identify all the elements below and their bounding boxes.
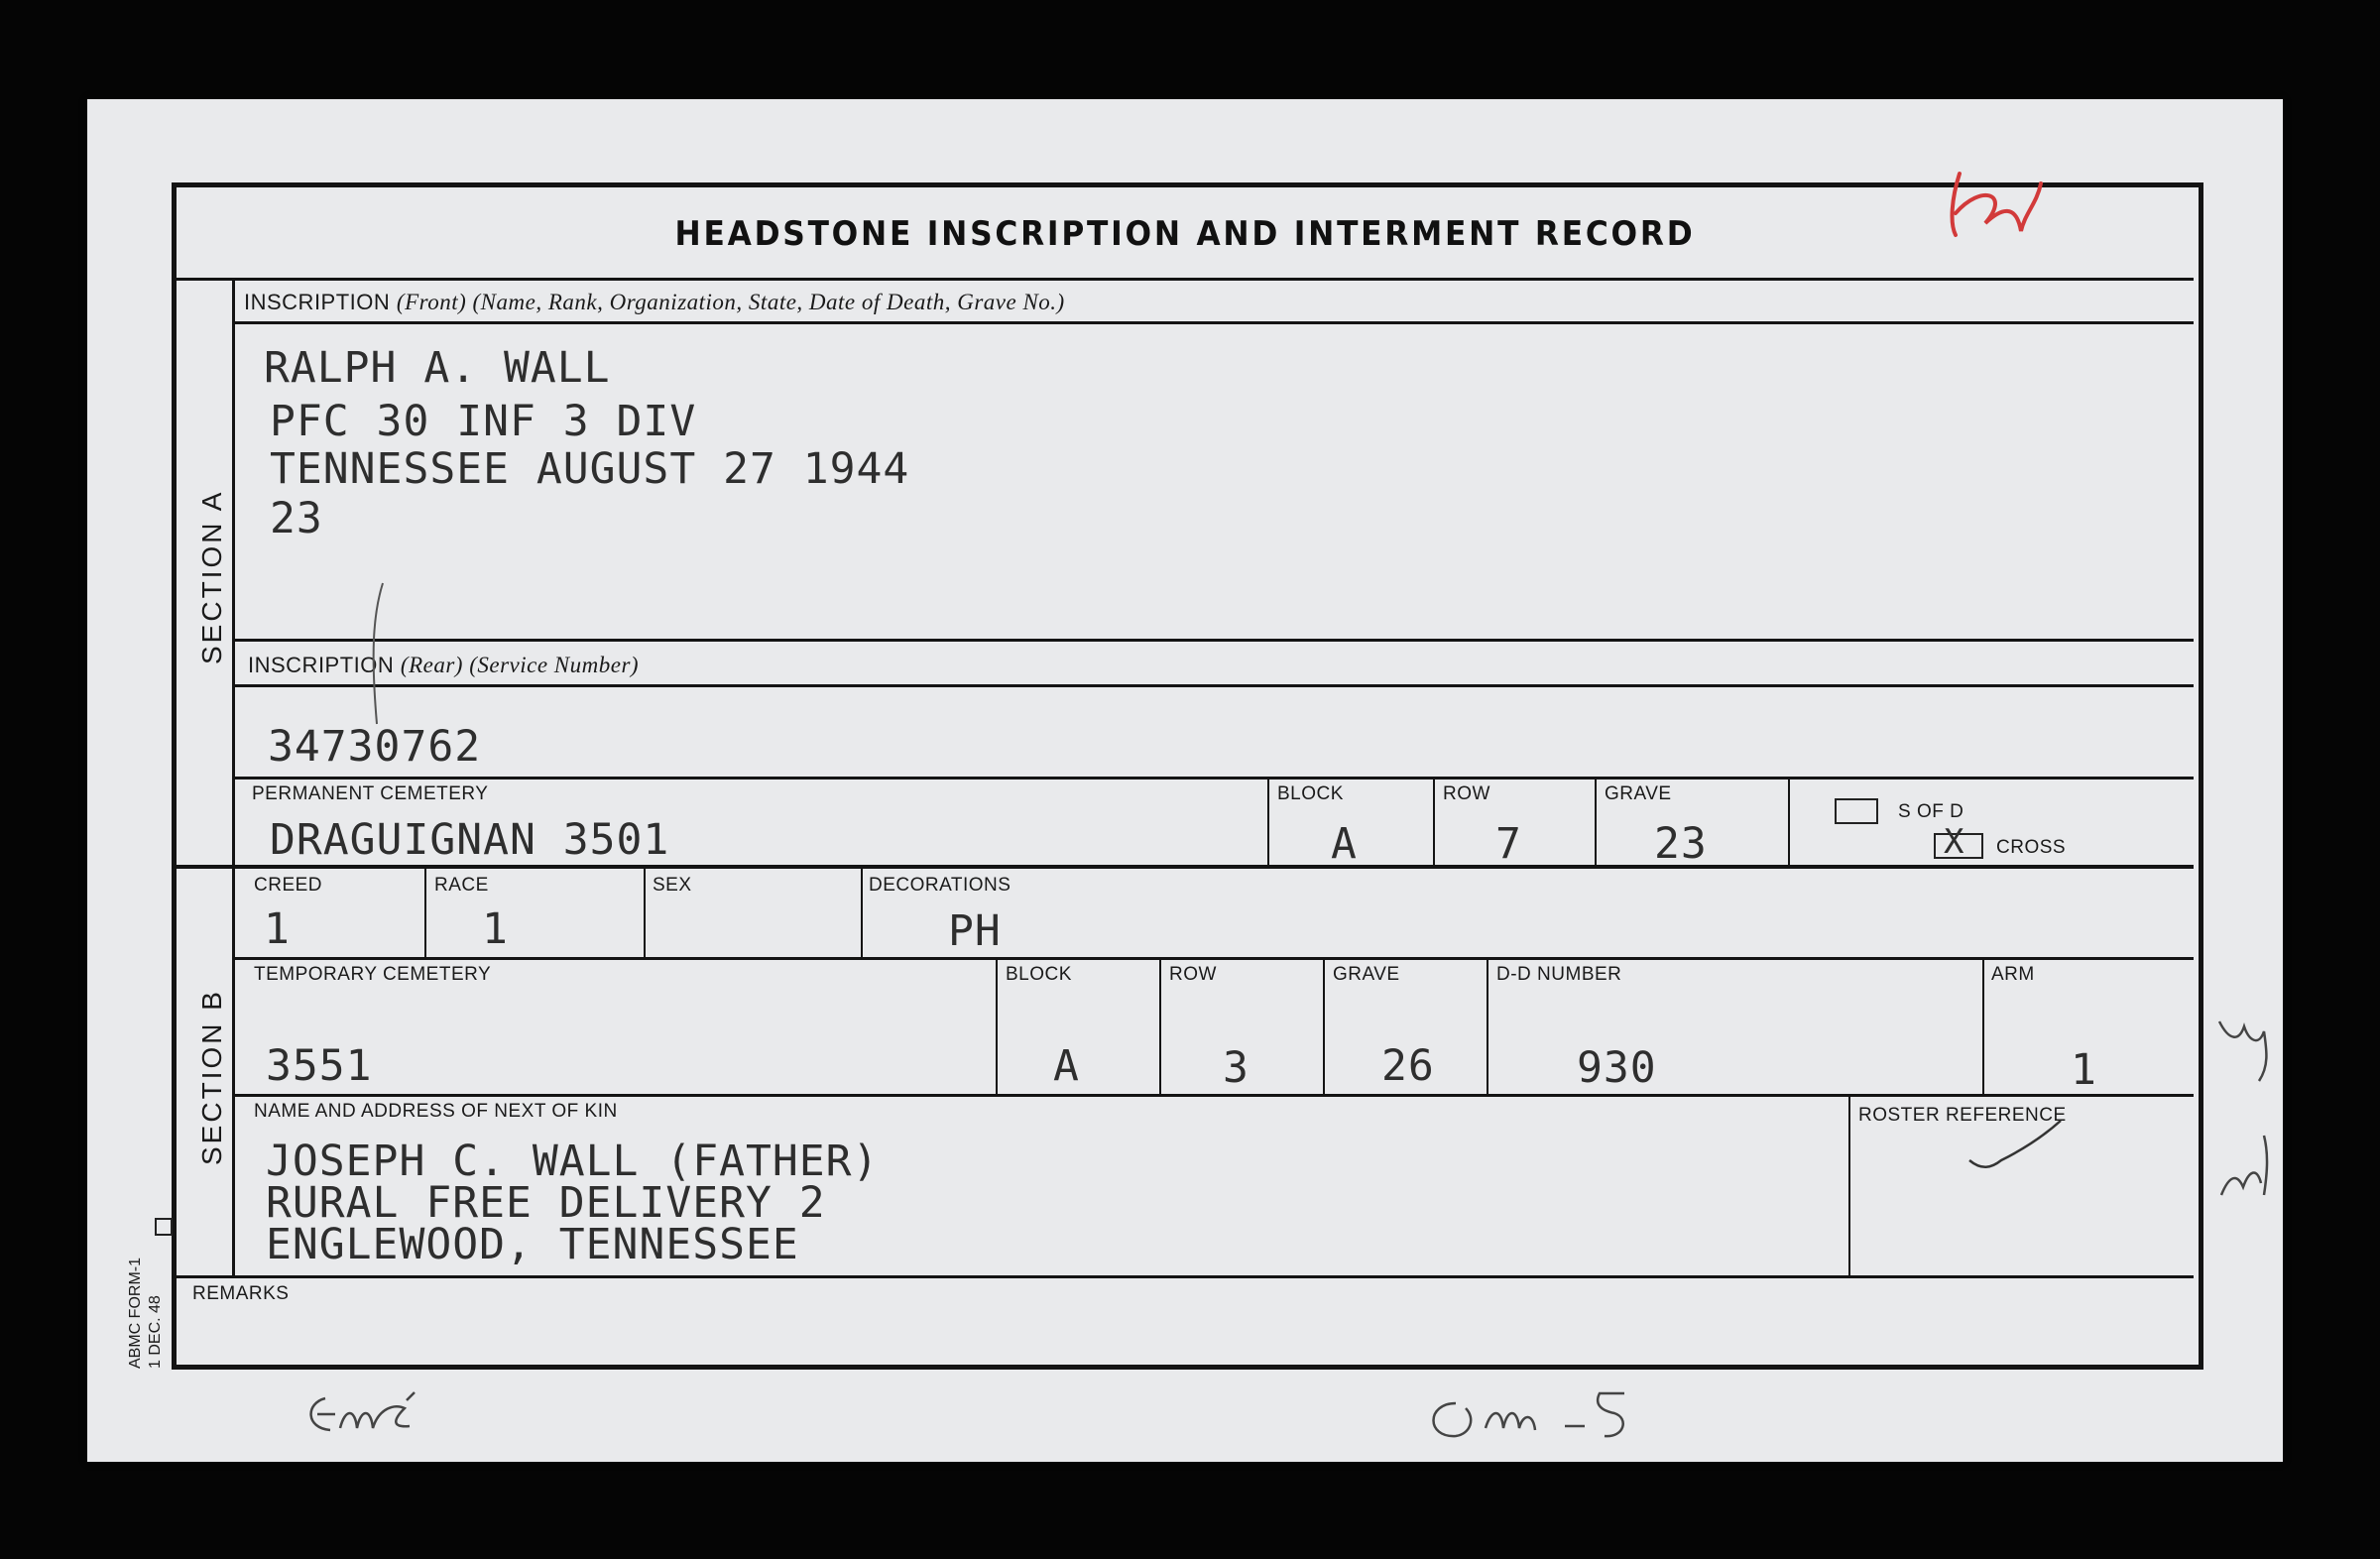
permanent-cemetery-value: DRAGUIGNAN 3501 (270, 815, 670, 865)
front-inscription-label (244, 290, 1065, 315)
rule-temp-block (996, 960, 998, 1094)
rule-section-divider (177, 865, 2194, 869)
arm-value: 1 (2071, 1045, 2097, 1095)
section-a-label: SECTION A (196, 489, 227, 664)
front-line-1: RALPH A. WALL (264, 343, 611, 393)
temporary-cemetery-value: 3551 (266, 1041, 373, 1091)
bottom-initials-right (1416, 1379, 1644, 1458)
permanent-grave-value: 23 (1654, 819, 1708, 869)
cross-check-mark: X (1944, 822, 1965, 862)
side-initials-1 (2209, 1012, 2279, 1091)
section-b-label: SECTION B (196, 989, 227, 1165)
rule-race (424, 869, 426, 957)
service-number: 34730762 (268, 722, 482, 772)
roster-check-mark (1962, 1111, 2071, 1180)
sex-label: SEX (653, 875, 692, 896)
rule-rear-label (235, 684, 2194, 687)
temporary-grave-label: GRAVE (1333, 964, 1400, 985)
rule-perm-grave (1595, 777, 1597, 865)
rule-perm-marker (1788, 777, 1790, 865)
rear-label-text: INSCRIPTION (248, 653, 395, 677)
next-of-kin-line-1: JOSEPH C. WALL (FATHER) (266, 1137, 880, 1186)
temporary-row-label: ROW (1169, 964, 1217, 985)
race-label: RACE (434, 875, 489, 896)
permanent-row-label: ROW (1443, 783, 1490, 804)
dd-number-value: 930 (1577, 1043, 1657, 1093)
cross-label: CROSS (1996, 837, 2067, 858)
next-of-kin-line-3: ENGLEWOOD, TENNESSEE (266, 1220, 799, 1269)
permanent-block-value: A (1331, 819, 1358, 869)
rule-perm-block (1267, 777, 1269, 865)
rule-section-column (232, 278, 235, 1275)
temporary-grave-value: 26 (1381, 1041, 1435, 1091)
rear-label-italic: (Rear) (Service Number) (400, 653, 640, 677)
form-corner-box (155, 1218, 173, 1236)
record-card (87, 99, 2283, 1462)
front-line-2: PFC 30 INF 3 DIV (270, 397, 697, 446)
creed-label: CREED (254, 875, 323, 896)
temporary-row-value: 3 (1223, 1043, 1250, 1093)
cross-checkbox[interactable] (1934, 822, 1983, 862)
front-label-italic: (Front) (Name, Rank, Organization, State, Date of Death, Grave No.) (396, 290, 1065, 314)
permanent-block-label: BLOCK (1277, 783, 1344, 804)
form-title: HEADSTONE INSCRIPTION AND INTERMENT RECORD (674, 214, 1696, 254)
rule-decorations (861, 869, 863, 957)
rule-temp-dd (1487, 960, 1488, 1094)
roster-reference-label: ROSTER REFERENCE (1858, 1105, 2067, 1126)
permanent-row-value: 7 (1495, 819, 1522, 869)
front-label-text: INSCRIPTION (244, 290, 391, 314)
rule-temp-row (1159, 960, 1161, 1094)
red-pencil-mark (1942, 154, 2051, 253)
front-line-3: TENNESSEE AUGUST 27 1944 (270, 444, 910, 494)
rule-temp-grave (1323, 960, 1325, 1094)
next-of-kin-line-2: RURAL FREE DELIVERY 2 (266, 1178, 826, 1228)
rule-roster (1848, 1097, 1850, 1275)
form-id: ABMC FORM-1 (127, 1258, 144, 1369)
sofd-checkbox[interactable] (1835, 798, 1878, 824)
front-line-4: 23 (270, 494, 323, 543)
permanent-cemetery-label: PERMANENT CEMETERY (252, 783, 489, 804)
rule-remarks-top (177, 1275, 2194, 1278)
pencil-stroke-mark (355, 575, 395, 734)
rule-perm-row (1433, 777, 1435, 865)
form-date: 1 DEC. 48 (147, 1295, 164, 1369)
arm-label: ARM (1991, 964, 2035, 985)
temporary-block-label: BLOCK (1006, 964, 1072, 985)
dd-number-label: D-D NUMBER (1496, 964, 1622, 985)
temporary-block-value: A (1053, 1041, 1080, 1091)
rule-rear-top (235, 639, 2194, 642)
rule-front-label (235, 321, 2194, 324)
decorations-value: PH (948, 906, 1002, 956)
rule-permanent-top (235, 777, 2194, 780)
creed-value: 1 (264, 904, 291, 954)
rule-temp-arm (1982, 960, 1984, 1094)
race-value: 1 (482, 904, 509, 954)
rule-temporary-top (235, 957, 2194, 960)
decorations-label: DECORATIONS (869, 875, 1012, 896)
bottom-initials-left (296, 1379, 434, 1458)
rule-under-title (177, 278, 2194, 281)
sofd-label: S OF D (1898, 801, 1964, 822)
rule-kin-top (235, 1094, 2194, 1097)
rear-inscription-label (248, 653, 639, 678)
temporary-cemetery-label: TEMPORARY CEMETERY (254, 964, 492, 985)
next-of-kin-label: NAME AND ADDRESS OF NEXT OF KIN (254, 1101, 618, 1122)
permanent-grave-label: GRAVE (1605, 783, 1672, 804)
side-initials-2 (2209, 1126, 2279, 1205)
rule-sex (644, 869, 646, 957)
remarks-label: REMARKS (192, 1283, 290, 1304)
